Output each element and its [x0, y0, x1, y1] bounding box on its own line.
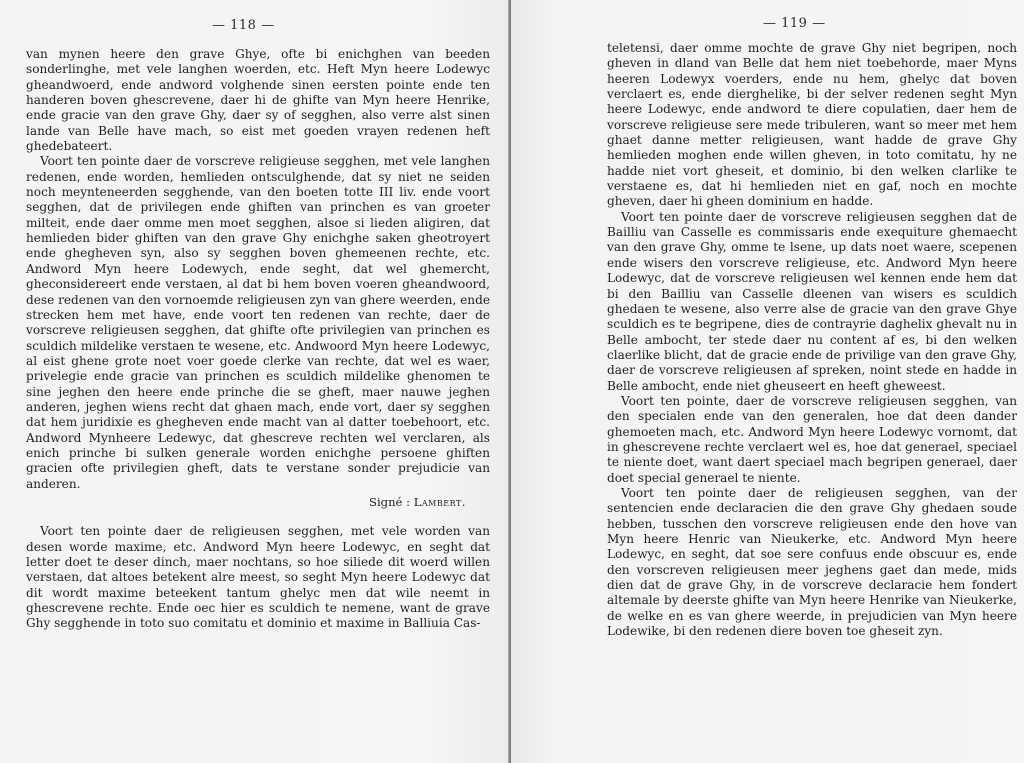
- signature-prefix: Signé :: [369, 494, 414, 509]
- paragraph: van mynen heere den grave Ghye, ofte bi enichghen van beeden sonderlinghe, met vele langhen woerden, etc. Heft Myn heere Lodewyc gheandwoerd, ende andword volghende sinen eersten pointe ende ten handeren boven ghescrevene, daer hi de ghifte van Myn heere Henrike, ende gracie van den grave Ghy, daer sy of segghen, also verre alst sinen lande van Belle have mach, so eist met goeden vrayen redenen heft ghedebateert.: [26, 47, 490, 154]
- paragraph: Voort ten pointe, daer de vorscreve religieusen segghen, van den specialen ende van den generalen, hoe dat deen dander ghemoeten mach, etc. Andword Myn heere Lodewyc vornomt, dat in ghescrevene rechte verclaert wel es, hoe dat generael, speciael te niente doet, want daert speciael mach begripen generael, daer doet special generael te niente.: [607, 393, 1017, 485]
- page-number-left: — 118 —: [212, 18, 275, 33]
- paragraph: teletensi, daer omme mochte de grave Ghy niet begripen, noch gheven in dland van Belle dat hem niet toebehorde, maer Myns heeren Lodewyx voerders, ende nu hem, ghelyc dat boven verclaert es, ende dierghelike, bi der selver redenen seght Myn heere Lodewyc, ende andword te diere copulatien, daer hem de vorscreve religieuse sere mede tribuleren, want so meer met hem ghaet danne metter religieusen, want hadde de grave Ghy hemlieden moghen ende willen gheven, in toto comitatu, hy ne hadde niet vort gheseit, et dominio, bi den welken clarlike te verstaene es, dat hi hemlieden niet en gaf, noch en mochte gheven, daer hi gheen dominium en hadde.: [607, 41, 1017, 209]
- signature-line: [26, 495, 466, 510]
- right-page-text: [607, 41, 1017, 639]
- paragraph: Voort ten pointe daer de religieusen segghen, met vele worden van desen worde maxime, etc. Andword Myn heere Lodewyc, en seght dat letter doet te deser dinch, maer nochtans, so hoe siliede dit woerd willen verstaen, dat altoes betekent alre meest, so seght Myn heere Lodewyc dat dit wordt maxime beteekent tantum ghelyc men dat wile neemt in ghescrevene rechte. Ende oec hier es sculdich te nemene, want de grave Ghy segghende in toto suo comitatu et dominio et maxime in Balliuia Cas-: [26, 524, 490, 631]
- page-number-right: — 119 —: [763, 16, 826, 31]
- left-page-text: [26, 47, 490, 632]
- paragraph: Voort ten pointe daer de religieusen segghen, van der sentencien ende declaracien die den grave Ghy ghedaen soude hebben, tusschen den vorscreve religieusen ende den hove van Myn heere Henric van Nieukerke, etc. Andword Myn heere Lodewyc, en seght, dat soe sere confuus ende obscuur es, ende den vorscreven religieusen meer jeghens gaet dan mede, mids dien dat de grave Ghy, in de vorscreve declaracie hem fondert altemale by deerste ghifte van Myn heere Henrike van Nieukerke, de welke en es van ghere weerde, in prejudicien van Myn heere Lodewike, bi den redenen diere boven toe gheseit zyn.: [607, 485, 1017, 639]
- left-page: [0, 0, 509, 763]
- paragraph: Voort ten pointe daer de vorscreve religieusen segghen dat de Bailliu van Casselle es commissaris ende exequiture ghemaecht van den grave Ghy, omme te lsene, up dats noet waere, scepenen ende wisers den vorscreve religieuse, etc. Andword Myn heere Lodewyc, dat de vorscreve religieusen wel kennen ende hem dat bi den Bailliu van Casselle dleenen van wisers es sculdich ghedaen te wesene, also verre alse de gracie van den grave Ghye sculdich es te begripene, dies de contrayrie daghelix ghevalt nu in Belle ambocht, ter stede daer nu content af es, bi den welken claerlike blicht, dat de gracie ende de privilige van den grave Ghy, daer de vorscreve religieusen af spreken, noint stede en hadde in Belle ambocht, ende niet gheuseert en heeft gheweest.: [607, 209, 1017, 393]
- signature-name: Lambert.: [413, 494, 466, 509]
- right-page: [511, 0, 1024, 763]
- paragraph: Voort ten pointe daer de vorscreve religieuse segghen, met vele langhen redenen, ende worden, hemlieden ontsculghende, dat sy niet ne seiden noch meyntenеerden segghende, van den boeten totte III liv. ende voort segghen, dat de privilegen ende ghiften van princhen es van groeter milteit, ende daer omme men moet segghen, alsoe si lieden aligiren, dat hemlieden bider ghiften van den grave Ghy enichghe saken gheotroyert ende ghegheven syn, also sy segghen boven ghemeenen rechte, etc. Andword Myn heere Lodewych, ende seght, dat wel ghemercht, gheconsidereert ende verstaen, al dat bi hem boven voeren gheandwoord, dese redenen van den vornoemde religieusen zyn van ghere weerden, ende strecken hem met have, ende voort ten redenen van rechte, daer de vorscreve religieusen segghen, dat ghifte ofte privilegien van princhen es sculdich mildelike verstaen te wesene, etc. Andwoord Myn heere Lodewyc, al eist ghene grote noet voer goede clerke van rechte, dat wel es waer, privelegie ende gracie van princhen es sculdich mildelike ghenomen te sine jeghen den heere ende prinche die se gheft, maer nauwe jeghen anderen, jeghen wiens recht dat ghaen mach, ende vort, daer sy segghen dat hem juridixie es ghegheven ende macht van al datter toebehoort, etc. Andword Mynheere Ledewyc, dat ghescreve rechten wel verclaren, als enich prinche bi sulken generale worden enichghe persoene ghiften gracien ofte privilegien gheft, dats te verstane sonder prejudicie van anderen.: [26, 154, 490, 491]
